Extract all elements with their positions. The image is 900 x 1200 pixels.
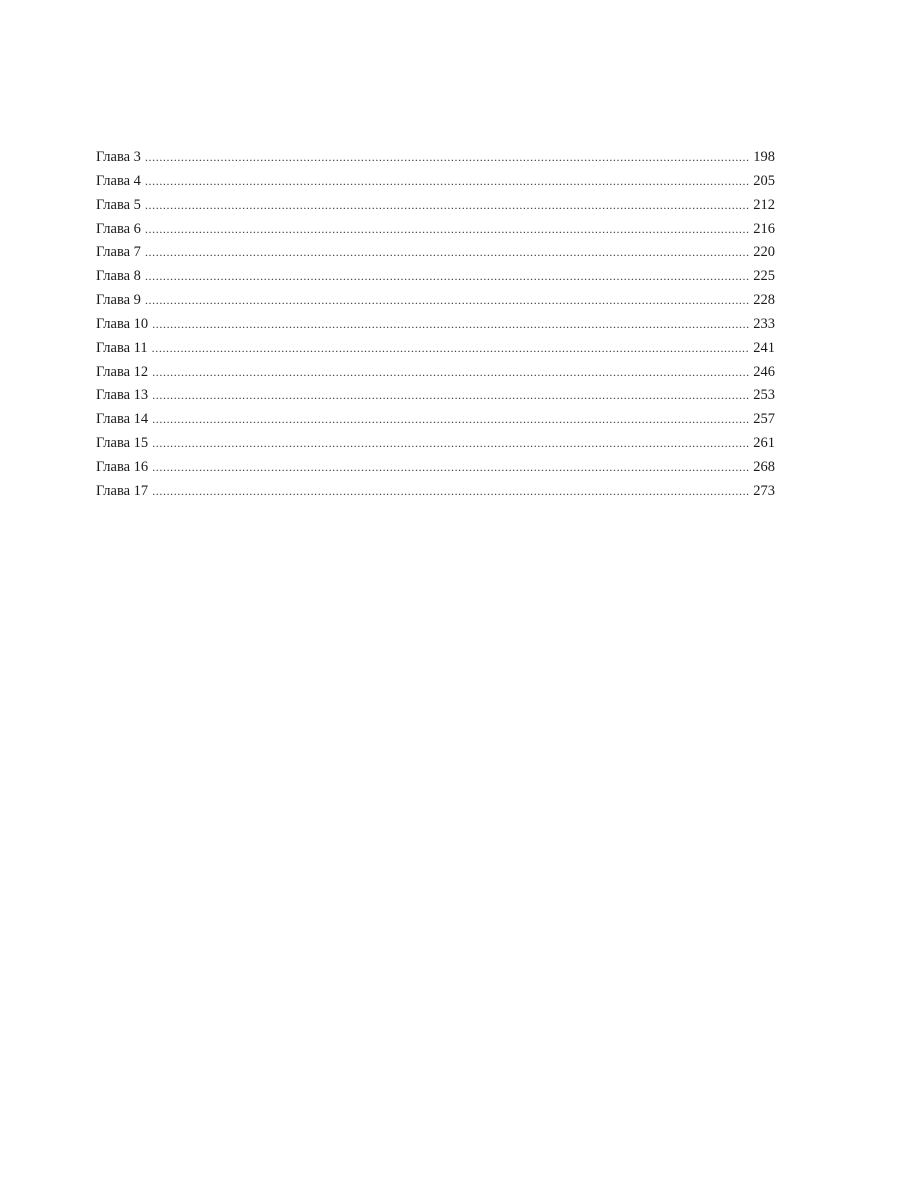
toc-entry-page: 205 (753, 172, 775, 189)
toc-entry-page: 241 (753, 339, 775, 356)
toc-entry-page: 220 (753, 244, 775, 261)
toc-dot-leader (152, 408, 749, 432)
toc-dot-leader (145, 265, 749, 289)
toc-dot-leader (152, 456, 749, 480)
toc-entry-chapter-11[interactable] (96, 337, 775, 361)
toc-entry-chapter-13[interactable] (96, 384, 775, 408)
toc-entry-chapter-15[interactable] (96, 432, 775, 456)
toc-dot-leader (152, 384, 749, 408)
toc-entry-chapter-12[interactable] (96, 361, 775, 385)
toc-entry-page: 261 (753, 435, 775, 452)
toc-entry-label: Глава 11 (96, 339, 148, 356)
toc-entry-chapter-10[interactable] (96, 313, 775, 337)
toc-entry-label: Глава 3 (96, 149, 141, 165)
toc-entry-label: Глава 6 (96, 220, 141, 237)
toc-entry-label: Глава 17 (96, 482, 149, 499)
toc-entry-page: 198 (753, 149, 775, 165)
toc-entry-page: 228 (753, 292, 775, 309)
toc-entry-page: 257 (753, 411, 775, 428)
toc-dot-leader (152, 313, 749, 337)
toc-entry-label: Глава 8 (96, 268, 141, 285)
toc-dot-leader (145, 218, 749, 242)
toc-entry-page: 253 (753, 387, 775, 404)
toc-entry-label: Глава 9 (96, 292, 141, 309)
toc-entry-chapter-7[interactable] (96, 241, 775, 265)
toc-dot-leader (152, 361, 749, 385)
toc-entry-chapter-9[interactable] (96, 289, 775, 313)
toc-dot-leader (152, 337, 750, 361)
toc-entry-chapter-14[interactable] (96, 408, 775, 432)
toc-entry-label: Глава 5 (96, 196, 141, 213)
toc-dot-leader (145, 194, 749, 218)
toc-entry-page: 233 (753, 315, 775, 332)
toc-dot-leader (145, 289, 749, 313)
toc-dot-leader (152, 432, 749, 456)
toc-entry-label: Глава 14 (96, 411, 149, 428)
toc-dot-leader (145, 170, 749, 194)
toc-entry-chapter-5[interactable] (96, 194, 775, 218)
toc-dot-leader (145, 146, 749, 170)
toc-entry-chapter-3[interactable] (96, 146, 775, 170)
toc-entry-chapter-16[interactable] (96, 456, 775, 480)
toc-entry-page: 225 (753, 268, 775, 285)
toc-entry-chapter-6[interactable] (96, 218, 775, 242)
toc-entry-page: 216 (753, 220, 775, 237)
toc-entry-chapter-4[interactable] (96, 170, 775, 194)
toc-entry-chapter-17[interactable] (96, 480, 775, 504)
toc-entry-page: 212 (753, 196, 775, 213)
table-of-contents (96, 146, 775, 504)
toc-entry-label: Глава 15 (96, 435, 149, 452)
toc-entry-label: Глава 12 (96, 363, 149, 380)
toc-entry-label: Глава 7 (96, 244, 141, 261)
toc-entry-label: Глава 4 (96, 172, 141, 189)
toc-entry-page: 246 (753, 363, 775, 380)
toc-entry-page: 273 (753, 482, 775, 499)
toc-dot-leader (152, 480, 749, 504)
toc-entry-chapter-8[interactable] (96, 265, 775, 289)
toc-entry-label: Глава 10 (96, 315, 149, 332)
toc-entry-page: 268 (753, 458, 775, 475)
toc-entry-label: Глава 13 (96, 387, 149, 404)
toc-entry-label: Глава 16 (96, 458, 149, 475)
toc-dot-leader (145, 241, 749, 265)
